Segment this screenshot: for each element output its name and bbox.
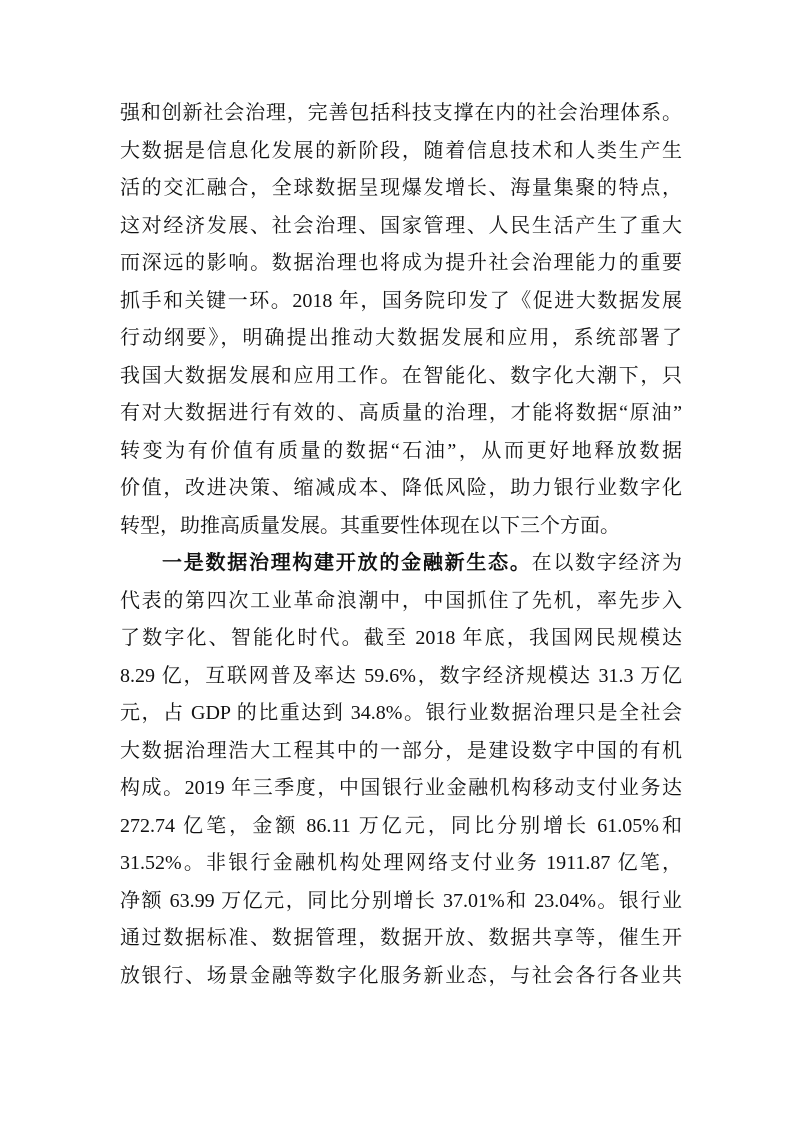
text-line: 大数据是信息化发展的新阶段，随着信息技术和人类生产生 — [120, 139, 682, 162]
text-line: 价值，改进决策、缩减成本、降低风险，助力银行业数字化 — [120, 477, 682, 499]
text-line: 我国大数据发展和应用工作。在智能化、数字化大潮下，只 — [120, 364, 682, 387]
text-line: 大数据治理浩大工程其中的一部分，是建设数字中国的有机 — [120, 739, 682, 762]
paragraph-1 — [120, 95, 682, 545]
text-line: 转型，助推高质量发展。其重要性体现在以下三个方面。 — [120, 514, 620, 537]
text-span: 在以数字经济为 — [531, 552, 683, 574]
text-line: 行动纲要》，明确提出推动大数据发展和应用，系统部署了 — [120, 327, 682, 349]
text-line — [120, 545, 682, 583]
text-line: 元，占 GDP 的比重达到 34.8%。银行业数据治理只是全社会 — [120, 702, 682, 724]
paragraph-2 — [120, 545, 682, 995]
text-line: 有对大数据进行有效的、高质量的治理，才能将数据“原油” — [120, 402, 682, 424]
text-line: 了数字化、智能化时代。截至 2018 年底，我国网民规模达 — [120, 627, 682, 649]
text-line: 272.74 亿笔，金额 86.11 万亿元，同比分别增长 61.05%和 — [120, 814, 682, 837]
text-line: 构成。2019 年三季度，中国银行业金融机构移动支付业务达 — [120, 777, 682, 799]
text-line: 强和创新社会治理，完善包括科技支撑在内的社会治理体系。 — [120, 102, 682, 124]
text-line: 代表的第四次工业革命浪潮中，中国抓住了先机，率先步入 — [120, 589, 682, 612]
text-line: 转变为有价值有质量的数据“石油”，从而更好地释放数据 — [120, 439, 682, 462]
document-page — [120, 95, 682, 995]
text-line: 净额 63.99 万亿元，同比分别增长 37.01%和 23.04%。银行业 — [120, 889, 682, 912]
text-line: 这对经济发展、社会治理、国家管理、人民生活产生了重大 — [120, 214, 682, 237]
text-line: 放银行、场景金融等数字化服务新业态，与社会各行各业共 — [120, 964, 682, 987]
text-line: 31.52%。非银行金融机构处理网络支付业务 1911.87 亿笔， — [120, 852, 682, 874]
text-line: 而深远的影响。数据治理也将成为提升社会治理能力的重要 — [120, 252, 682, 274]
text-line: 活的交汇融合，全球数据呈现爆发增长、海量集聚的特点， — [120, 177, 682, 199]
text-line: 通过数据标准、数据管理，数据开放、数据共享等，催生开 — [120, 927, 682, 949]
text-line: 抓手和关键一环。2018 年，国务院印发了《促进大数据发展 — [120, 289, 682, 312]
text-line: 8.29 亿，互联网普及率达 59.6%，数字经济规模达 31.3 万亿 — [120, 664, 682, 687]
paragraph-lead-heading: 一是数据治理构建开放的金融新生态。 — [162, 552, 532, 574]
